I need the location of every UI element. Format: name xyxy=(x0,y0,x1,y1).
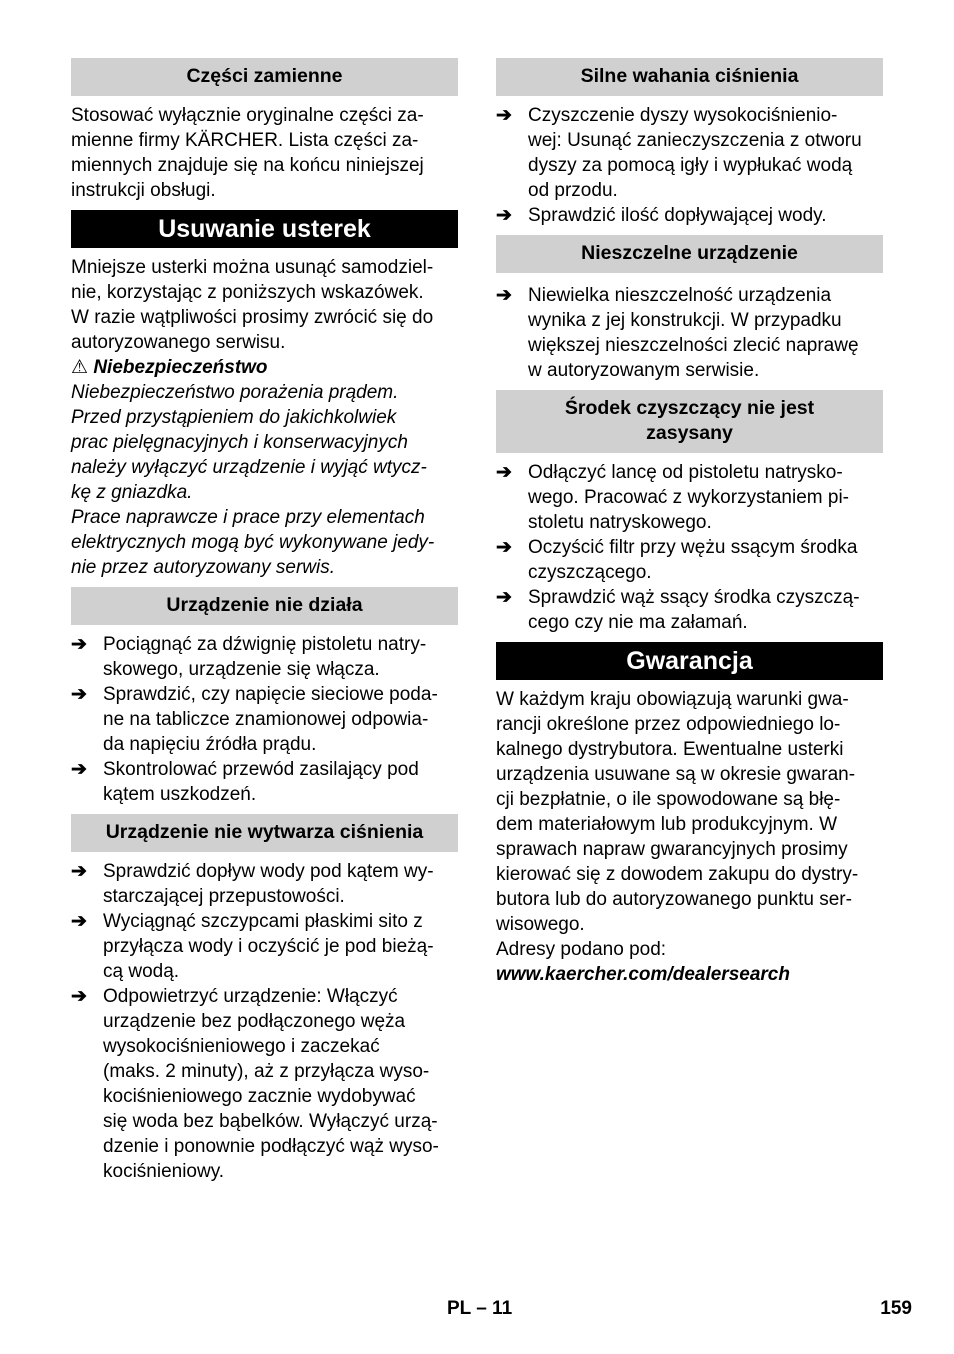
warning-line: elektrycznych mogą być wykonywane jedy- xyxy=(71,532,435,553)
list-item: ➔ Pociągnąć za dźwignię pistoletu natry- skowego, urządzenie się włącza. xyxy=(71,634,427,680)
arrow-right-icon: ➔ xyxy=(496,537,512,558)
text-line: kalnego dystrybutora. Ewentualne usterki xyxy=(496,739,844,760)
section-heading-spare-parts: Części zamienne xyxy=(71,58,458,96)
text-line: dem materiałowym lub produkcyjnym. W xyxy=(496,814,838,835)
list-item: ➔ Sprawdzić ilość dopływającej wody. xyxy=(496,205,827,226)
right-column xyxy=(496,58,883,987)
text-line: nie, korzystając z poniższych wskazówek. xyxy=(71,282,424,303)
text-line: butora lub do autoryzowanego punktu ser- xyxy=(496,889,852,910)
text-line: cji bezpłatnie, o ile spowodowane są błę- xyxy=(496,789,841,810)
text-line: autoryzowanego serwisu. xyxy=(71,332,286,353)
warning-line: prac pielęgnacyjnych i konserwacyjnych xyxy=(71,432,408,453)
dealer-search-link[interactable]: www.kaercher.com/dealersearch xyxy=(496,964,790,985)
text-line: mienne firmy KÄRCHER. Lista części za- xyxy=(71,130,419,151)
text-line: W razie wątpliwości prosimy zwrócić się do xyxy=(71,307,434,328)
warning-line: należy wyłączyć urządzenie i wyjąć wtycz- xyxy=(71,457,427,478)
heading-line: zasysany xyxy=(646,422,733,444)
left-column xyxy=(71,58,458,1184)
list-item: ➔ Oczyścić filtr przy wężu ssącym środka czyszczącego. xyxy=(496,537,858,583)
arrow-right-icon: ➔ xyxy=(496,587,512,608)
list-item: ➔ Skontrolować przewód zasilający pod kątem uszkodzeń. xyxy=(71,759,419,805)
not-working-list xyxy=(71,632,458,807)
no-pressure-list xyxy=(71,859,458,1184)
list-item: ➔ Czyszczenie dyszy wysokociśnienio- wej: Usunąć zanieczyszczenia z otworu dyszy za pomocą igły i wypłukać wodą od przodu. xyxy=(496,105,862,201)
arrow-right-icon: ➔ xyxy=(496,205,512,226)
section-heading-leaky-device: Nieszczelne urządzenie xyxy=(496,235,883,273)
text-line: sprawach napraw gwarancyjnych prosimy xyxy=(496,839,848,860)
heading-line: Środek czyszczący nie jest xyxy=(564,397,815,419)
detergent-list xyxy=(496,460,883,635)
arrow-right-icon: ➔ xyxy=(496,462,512,483)
text-line: Adresy podano pod: xyxy=(496,939,667,960)
section-heading-pressure-fluctuation: Silne wahania ciśnienia xyxy=(496,58,883,96)
section-heading-not-working: Urządzenie nie działa xyxy=(71,587,458,625)
text-line: instrukcji obsługi. xyxy=(71,180,216,201)
section-heading-detergent xyxy=(496,390,883,453)
list-item: ➔ Sprawdzić wąż ssący środka czyszczą- cego czy nie ma załamań. xyxy=(496,587,860,633)
text-line: rancji określone przez odpowiedniego lo- xyxy=(496,714,841,735)
text-line: urządzenia usuwane są w okresie gwaran- xyxy=(496,764,856,785)
leaky-device-list xyxy=(496,283,883,383)
text-line: W każdym kraju obowiązują warunki gwa- xyxy=(496,689,849,710)
text-line: Mniejsze usterki można usunąć samodziel- xyxy=(71,257,434,278)
page-number: 159 xyxy=(880,1298,912,1319)
arrow-right-icon: ➔ xyxy=(71,911,87,932)
text-line: Stosować wyłącznie oryginalne części za- xyxy=(71,105,424,126)
list-item: ➔ Niewielka nieszczelność urządzenia wynika z jej konstrukcji. W przypadku większej nieszczelności zlecić naprawę w autoryzowanym serwisie. xyxy=(496,285,859,381)
list-item: ➔ Sprawdzić, czy napięcie sieciowe poda- ne na tabliczce znamionowej odpowia- da napięciu źródła prądu. xyxy=(71,684,438,755)
arrow-right-icon: ➔ xyxy=(71,684,87,705)
chapter-heading-warranty: Gwarancja xyxy=(496,642,883,680)
warning-line: Prace naprawcze i prace przy elementach xyxy=(71,507,425,528)
spare-parts-text xyxy=(71,103,458,203)
warning-line: Przed przystąpieniem do jakichkolwiek xyxy=(71,407,397,428)
footer-page-label: PL – 11 xyxy=(447,1298,513,1319)
danger-warning-title xyxy=(71,355,458,380)
arrow-right-icon: ➔ xyxy=(71,634,87,655)
warning-title-text: Niebezpieczeństwo xyxy=(93,357,268,378)
warning-triangle-icon: ⚠ xyxy=(71,357,89,378)
list-item: ➔ Odpowietrzyć urządzenie: Włączyć urządzenie bez podłączonego węża wysokociśnieniowego i zaczekać (maks. 2 minuty), aż z przyłącza wyso- kociśnieniowego zacznie wydobywać się woda bez bąbelków. Wyłączyć urzą- dzenie i ponownie podłączyć wąż wyso- kociśnieniowy. xyxy=(71,986,439,1182)
warning-line: kę z gniazdka. xyxy=(71,482,193,503)
list-item: ➔ Sprawdzić dopływ wody pod kątem wy- starczającej przepustowości. xyxy=(71,861,434,907)
warning-line: nie przez autoryzowany serwis. xyxy=(71,557,335,578)
arrow-right-icon: ➔ xyxy=(496,105,512,126)
arrow-right-icon: ➔ xyxy=(71,986,87,1007)
arrow-right-icon: ➔ xyxy=(71,861,87,882)
troubleshooting-intro xyxy=(71,255,458,580)
text-line: wisowego. xyxy=(496,914,585,935)
section-heading-no-pressure: Urządzenie nie wytwarza ciśnienia xyxy=(71,814,458,852)
chapter-heading-troubleshooting: Usuwanie usterek xyxy=(71,210,458,248)
warning-line: Niebezpieczeństwo porażenia prądem. xyxy=(71,382,399,403)
warranty-text xyxy=(496,687,883,987)
arrow-right-icon: ➔ xyxy=(496,285,512,306)
text-line: kierować się z dowodem zakupu do dystry- xyxy=(496,864,859,885)
list-item: ➔ Odłączyć lancę od pistoletu natrysko- wego. Pracować z wykorzystaniem pi- stoletu natryskowego. xyxy=(496,462,849,533)
text-line: miennych znajduje się na końcu niniejszej xyxy=(71,155,424,176)
arrow-right-icon: ➔ xyxy=(71,759,87,780)
list-item: ➔ Wyciągnąć szczypcami płaskimi sito z przyłącza wody i oczyścić je pod bieżą- cą wodą. xyxy=(71,911,434,982)
pressure-fluctuation-list xyxy=(496,103,883,228)
